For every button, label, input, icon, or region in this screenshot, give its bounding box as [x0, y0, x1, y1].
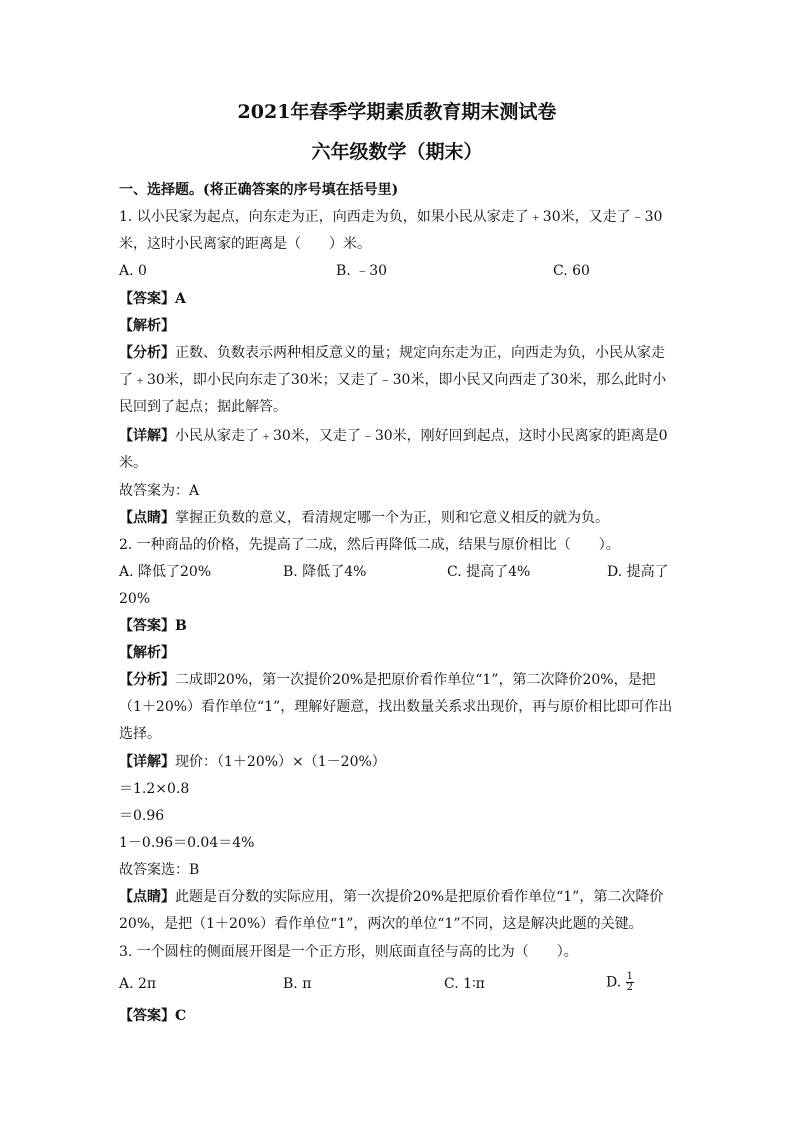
q2-option-a: A. 降低了20% — [119, 564, 212, 580]
q1-option-a: A. 0 — [119, 263, 147, 279]
q2-answer: 【答案】B — [119, 618, 187, 634]
q1-analysis-line1 — [119, 343, 665, 363]
q3-option-b: B. π — [283, 976, 312, 992]
q2-analysis-text1: 二成即20%，第一次提价20%是把原价看作单位“1”，第二次降价20%，是把 — [175, 672, 656, 688]
q2-analysis-line1 — [119, 670, 656, 690]
q1-analysis-line2: 了﹢30米，即小民向东走了30米；又走了﹣30米，即小民又向西走了30米，那么此时小 — [119, 372, 667, 388]
q2-jiexi-label: 【解析】 — [119, 645, 175, 661]
fraction-numerator: 1 — [626, 971, 634, 982]
q2-option-d-continued: 20% — [119, 591, 151, 607]
q1-jiexi-label: 【解析】 — [119, 318, 175, 334]
q1-answer: 【答案】A — [119, 291, 186, 307]
q2-analysis-line3: 选择。 — [119, 726, 161, 742]
q2-detail-tag: 【详解】 — [119, 754, 175, 770]
q2-conclusion: 故答案选：B — [119, 862, 200, 878]
q1-analysis-tag: 【分析】 — [119, 345, 175, 361]
fraction-denominator: 2 — [626, 982, 634, 993]
q2-calc-line1: ＝1.2×0.8 — [119, 781, 190, 797]
q2-analysis-tag: 【分析】 — [119, 672, 175, 688]
section-heading: 一、选择题。(将正确答案的序号填在括号里) — [119, 182, 399, 198]
q3-option-c: C. 1∶π — [444, 976, 485, 992]
q2-calc-line2: ＝0.96 — [119, 808, 165, 824]
q2-option-d: D. 提高了 — [607, 564, 669, 580]
q2-detail-text1: 现价：（1＋20%）×（1－20%） — [175, 754, 386, 770]
q1-option-b: B. ﹣30 — [336, 263, 388, 279]
q1-detail-text1: 小民从家走了﹢30米，又走了﹣30米，刚好回到起点，这时小民离家的距离是0 — [175, 428, 668, 444]
q2-calc-line3: 1－0.96＝0.04＝4% — [119, 835, 255, 851]
q2-detail-line1 — [119, 752, 386, 772]
q3-option-d-fraction — [626, 972, 634, 993]
q1-comment — [119, 508, 609, 528]
q1-conclusion: 故答案为：A — [119, 483, 200, 499]
q1-option-c: C. 60 — [553, 263, 590, 279]
q1-detail-line1 — [119, 426, 668, 446]
q3-option-a: A. 2π — [119, 976, 157, 992]
q1-comment-text: 掌握正负数的意义，看清规定哪一个为正，则和它意义相反的就为负。 — [175, 510, 609, 526]
q3-answer: 【答案】C — [119, 1008, 187, 1024]
exam-title: 2021年春季学期素质教育期末测试卷 — [237, 101, 557, 123]
q2-text-line1: 2. 一种商品的价格，先提高了二成，然后再降低二成，结果与原价相比（ ）。 — [119, 537, 620, 553]
q3-option-d — [606, 972, 634, 993]
q1-detail-line2: 米。 — [119, 455, 147, 471]
exam-subtitle: 六年级数学（期末） — [311, 141, 483, 163]
q1-analysis-text1: 正数、负数表示两种相反意义的量；规定向东走为正，向西走为负，小民从家走 — [175, 345, 665, 361]
q3-option-d-label: D. — [606, 974, 622, 991]
q2-comment-tag: 【点睛】 — [119, 889, 175, 905]
q2-option-b: B. 降低了4% — [283, 564, 367, 580]
q1-detail-tag: 【详解】 — [119, 428, 175, 444]
q2-option-c: C. 提高了4% — [447, 564, 531, 580]
q2-analysis-line2: （1＋20%）看作单位“1”，理解好题意，找出数量关系求出现价，再与原价相比即可作出 — [119, 699, 673, 715]
q1-text-line2: 米，这时小民离家的距离是（ ）米。 — [119, 236, 371, 252]
q2-comment-text1: 此题是百分数的实际应用，第一次提价20%是把原价看作单位“1”，第二次降价 — [175, 889, 664, 905]
q2-comment-line2: 20%，是把（1＋20%）看作单位“1”，两次的单位“1”不同，这是解决此题的关键。 — [119, 916, 643, 932]
q2-comment-line1 — [119, 887, 663, 907]
q1-comment-tag: 【点睛】 — [119, 510, 175, 526]
q3-text-line1: 3. 一个圆柱的侧面展开图是一个正方形，则底面直径与高的比为（ ）。 — [119, 944, 578, 960]
q1-analysis-line3: 民回到了起点；据此解答。 — [119, 399, 287, 415]
q1-text-line1: 1. 以小民家为起点，向东走为正，向西走为负，如果小民从家走了﹢30米，又走了﹣30 — [119, 209, 663, 225]
